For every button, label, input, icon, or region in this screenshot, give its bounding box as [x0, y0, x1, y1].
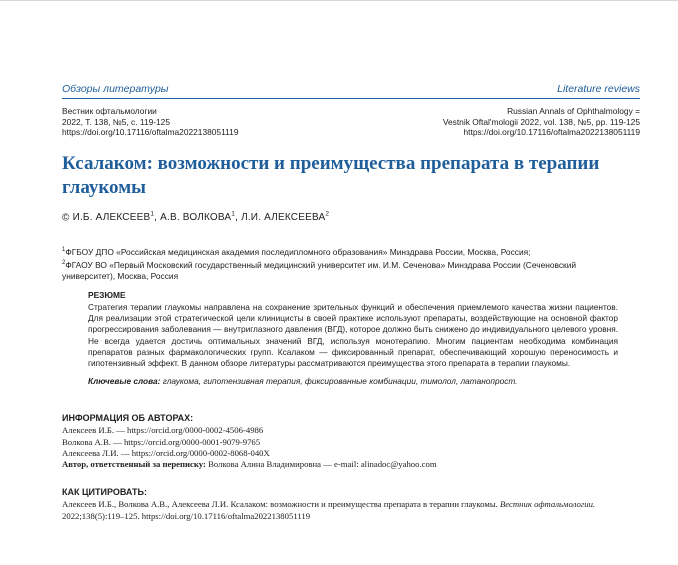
orcid-line[interactable]: Волкова А.В. — https://orcid.org/0000-0001-9079-9765	[62, 436, 261, 447]
journal-info-ru	[62, 106, 238, 138]
author-name: А.В. ВОЛКОВА	[160, 212, 232, 224]
affiliation-2	[62, 258, 602, 282]
copyright-sign: ©	[62, 212, 70, 224]
journal-name-en: Russian Annals of Ophthalmology =	[507, 106, 640, 116]
correspondence-text[interactable]: Волкова Алина Владимировна — e-mail: alinadoc@yahoo.com	[208, 459, 437, 470]
citation-ref[interactable]: 2022;138(5):119–125. https://doi.org/10.17116/oftalma2022138051119	[62, 510, 311, 521]
author-list	[62, 211, 329, 223]
author-info	[62, 413, 622, 470]
journal-doi-ru[interactable]: https://doi.org/10.17116/oftalma2022138051119	[62, 127, 239, 138]
section-label-en: Literature reviews	[557, 83, 640, 95]
citation-journal: Вестник офтальмологии.	[500, 499, 596, 510]
section-label-ru: Обзоры литературы	[62, 83, 169, 95]
affiliation-text: ФГБОУ ДПО «Российская медицинская академия последипломного образования» Минздрава России, Москва, Россия;	[65, 246, 531, 257]
citation-text: Алексеев И.Б., Волкова А.В., Алексеева Л.И. Ксалаком: возможности и преимущества препарата в терапии глаукомы.	[62, 499, 498, 510]
affiliation-text: ФГАОУ ВО «Первый Московский государственный медицинский университет им. И.М. Сеченова» Минздрава России (Сеченовский университет), Москва, Россия	[62, 259, 577, 282]
journal-issue-en: Vestnik Oftal'mologii 2022, vol. 138, №5, pp. 119-125	[442, 116, 640, 127]
affiliation-marker: 1	[62, 247, 66, 253]
affiliation-1	[62, 245, 602, 258]
author-separator: ,	[235, 212, 239, 224]
affiliations	[62, 245, 602, 282]
journal-issue-ru: 2022, Т. 138, №5, с. 119-125	[62, 116, 171, 127]
orcid-line[interactable]: Алексеева Л.И. — https://orcid.org/0000-0002-8068-040X	[62, 447, 270, 458]
abstract-heading: РЕЗЮМЕ	[88, 290, 126, 300]
viewer-top-area	[0, 0, 678, 45]
orcid-line[interactable]: Алексеев И.Б. — https://orcid.org/0000-0002-4506-4986	[62, 425, 264, 436]
abstract	[88, 290, 618, 387]
journal-doi-en[interactable]: https://doi.org/10.17116/oftalma2022138051119	[463, 127, 640, 138]
correspondence-label: Автор, ответственный за переписку:	[62, 459, 206, 470]
abstract-text: Стратегия терапии глаукомы направлена на сохранение зрительных функций и обеспечения приемлемого качества жизни пациентов. Для реализации этой стратегической цели клиницисты в своей практике используют препараты, воздействующие на основной фактор прогрессирования заболевания — внутриглазного давления (ВГД), которое должно быть снижено до индивидуального целевого уровня. Не всегда удается достичь оптимальных значений ВГД, используя монотерапию. Многим пациентам необходима комбинация препаратов разных фармакологических групп. Ксалаком — фиксированный препарат, обеспечивающий хорошую переносимость и гипотензивный эффект. В данном обзоре литературы рассматриваются преимущества этого препарата в терапии глаукомы.	[88, 302, 618, 369]
citation	[62, 487, 618, 522]
author-1	[73, 212, 158, 223]
journal-info-en	[443, 106, 640, 138]
section-divider	[62, 98, 640, 99]
keywords	[88, 376, 618, 387]
journal-name-ru: Вестник офтальмологии	[62, 106, 157, 116]
author-name: И.Б. АЛЕКСЕЕВ	[72, 212, 151, 224]
keywords-label: Ключевые слова:	[88, 376, 161, 387]
article-title: Ксалаком: возможности и преимущества препарата в терапии глаукомы	[62, 153, 600, 198]
citation-heading: КАК ЦИТИРОВАТЬ:	[62, 487, 147, 497]
author-3	[241, 212, 329, 223]
author-separator: ,	[154, 212, 158, 224]
author-affil-marker: 1	[150, 211, 155, 218]
section-header	[62, 83, 640, 99]
author-affil-marker: 2	[325, 211, 330, 218]
author-name: Л.И. АЛЕКСЕЕВА	[241, 212, 326, 224]
author-2	[160, 212, 238, 223]
affiliation-marker: 2	[62, 260, 66, 267]
author-info-heading: ИНФОРМАЦИЯ ОБ АВТОРАХ:	[62, 413, 194, 423]
keywords-text: глаукома, гипотензивная терапия, фиксированные комбинации, тимолол, латанопрост.	[162, 376, 518, 387]
correspondence-line	[62, 459, 622, 470]
author-affil-marker: 1	[231, 211, 236, 218]
